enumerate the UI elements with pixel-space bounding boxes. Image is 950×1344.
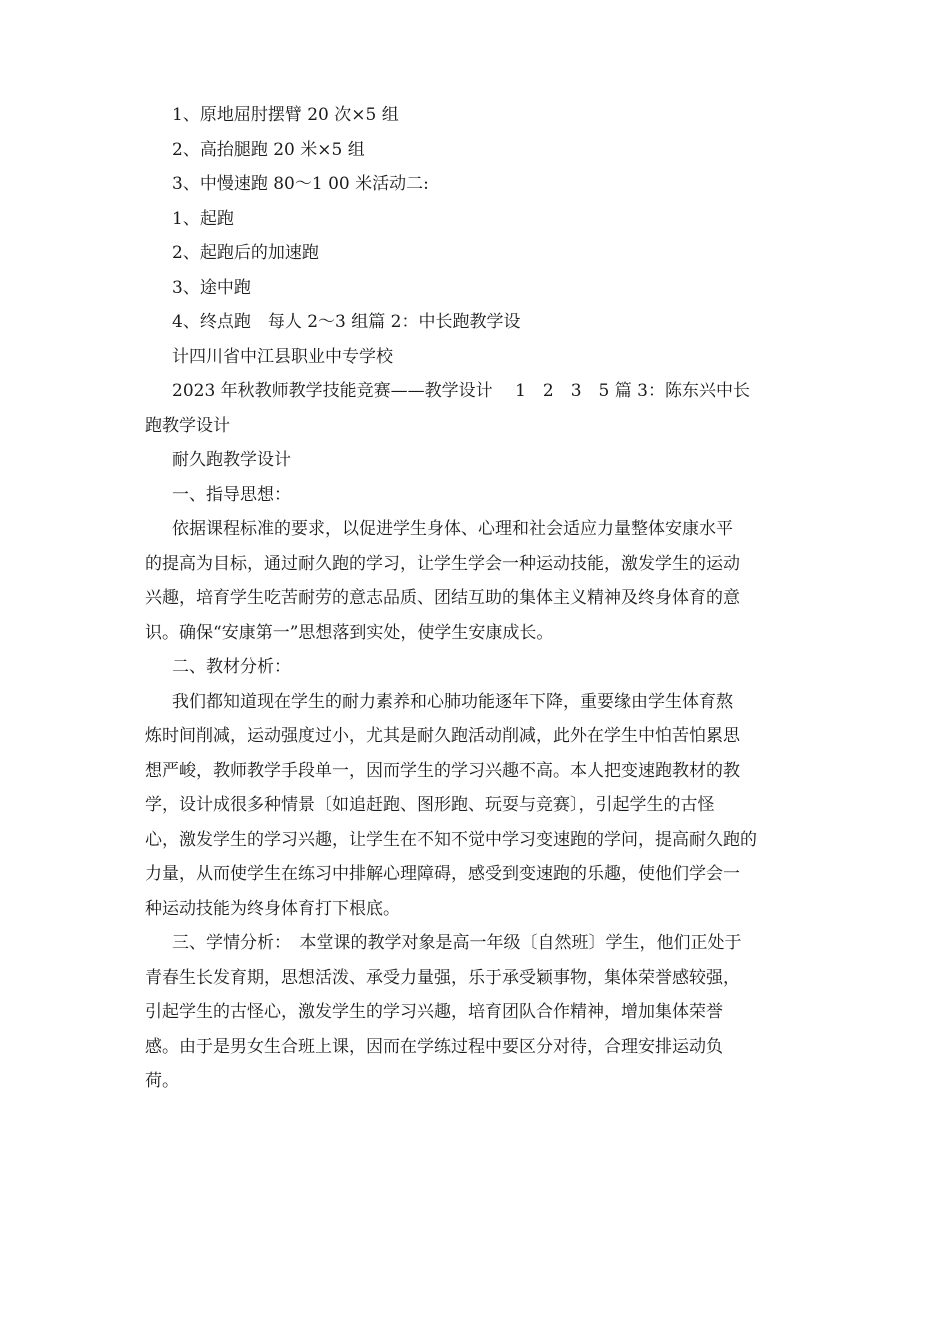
section-heading-guiding-thought: 一、指导思想： bbox=[172, 484, 291, 505]
text-line: 跑教学设计 bbox=[145, 415, 230, 436]
list-item: 3、中慢速跑 80～1 00 米活动二: bbox=[172, 174, 429, 194]
text-line: 引起学生的古怪心，激发学生的学习兴趣，培育团队合作精神，增加集体荣誉 bbox=[145, 1002, 723, 1022]
document-page bbox=[145, 98, 815, 1099]
section-body-guiding-thought bbox=[145, 512, 815, 650]
text-line: 炼时间削减，运动强度过小，尤其是耐久跑活动削减，此外在学生中怕苦怕累思 bbox=[145, 726, 740, 746]
list-item: 3、途中跑 bbox=[172, 277, 251, 298]
text-line: 想严峻，教师教学手段单一，因而学生的学习兴趣不高。本人把变速跑教材的教 bbox=[145, 760, 740, 781]
text-line: 2023 年秋教师教学技能竞赛——教学设计 1 2 3 5 篇 3：陈东兴中长 bbox=[172, 381, 750, 401]
text-line: 种运动技能为终身体育打下根底。 bbox=[145, 898, 400, 919]
school-line: 计四川省中江县职业中专学校 bbox=[172, 346, 393, 367]
text-line: 荷。 bbox=[145, 1071, 179, 1091]
text-line: 依据课程标准的要求，以促进学生身体、心理和社会适应力量整体安康水平 bbox=[172, 519, 733, 539]
text-line: 学，设计成很多种情景〔如追赶跑、图形跑、玩耍与竞赛〕，引起学生的古怪 bbox=[145, 795, 715, 815]
text-line: 青春生长发育期，思想活泼、承受力量强，乐于承受颖事物，集体荣誉感较强， bbox=[145, 967, 740, 988]
text-line: 三、学情分析： 本堂课的教学对象是高一年级〔自然班〕学生，他们正处于 bbox=[172, 933, 742, 953]
list-item: 4、终点跑 每人 2～3 组篇 2：中长跑教学设 bbox=[172, 312, 521, 332]
text-line: 力量，从而使学生在练习中排解心理障碍，感受到变速跑的乐趣，使他们学会一 bbox=[145, 864, 740, 884]
list-item: 1、原地屈肘摆臂 20 次×5 组 bbox=[172, 105, 399, 125]
section-body-material-analysis bbox=[145, 685, 815, 927]
text-line: 感。由于是男女生合班上课，因而在学练过程中要区分对待，合理安排运动负 bbox=[145, 1036, 723, 1057]
list-item: 2、高抬腿跑 20 米×5 组 bbox=[172, 139, 365, 160]
text-line: 心，激发学生的学习兴趣，让学生在不知不觉中学习变速跑的学问，提高耐久跑的 bbox=[145, 829, 757, 850]
list-item: 1、起跑 bbox=[172, 208, 234, 229]
text-line: 的提高为目标，通过耐久跑的学习，让学生学会一种运动技能，激发学生的运动 bbox=[145, 553, 740, 574]
text-line: 兴趣，培育学生吃苦耐劳的意志品质、团结互助的集体主义精神及终身体育的意 bbox=[145, 588, 740, 608]
text-line: 我们都知道现在学生的耐力素养和心肺功能逐年下降，重要缘由学生体育熬 bbox=[172, 691, 733, 712]
text-line: 识。确保“安康第一”思想落到实处，使学生安康成长。 bbox=[145, 622, 554, 643]
competition-paragraph bbox=[145, 374, 815, 443]
section-heading-material-analysis: 二、教材分析： bbox=[172, 657, 291, 677]
section-body-student-analysis bbox=[145, 926, 815, 1099]
list-item: 2、起跑后的加速跑 bbox=[172, 243, 319, 263]
document-title: 耐久跑教学设计 bbox=[172, 450, 291, 470]
